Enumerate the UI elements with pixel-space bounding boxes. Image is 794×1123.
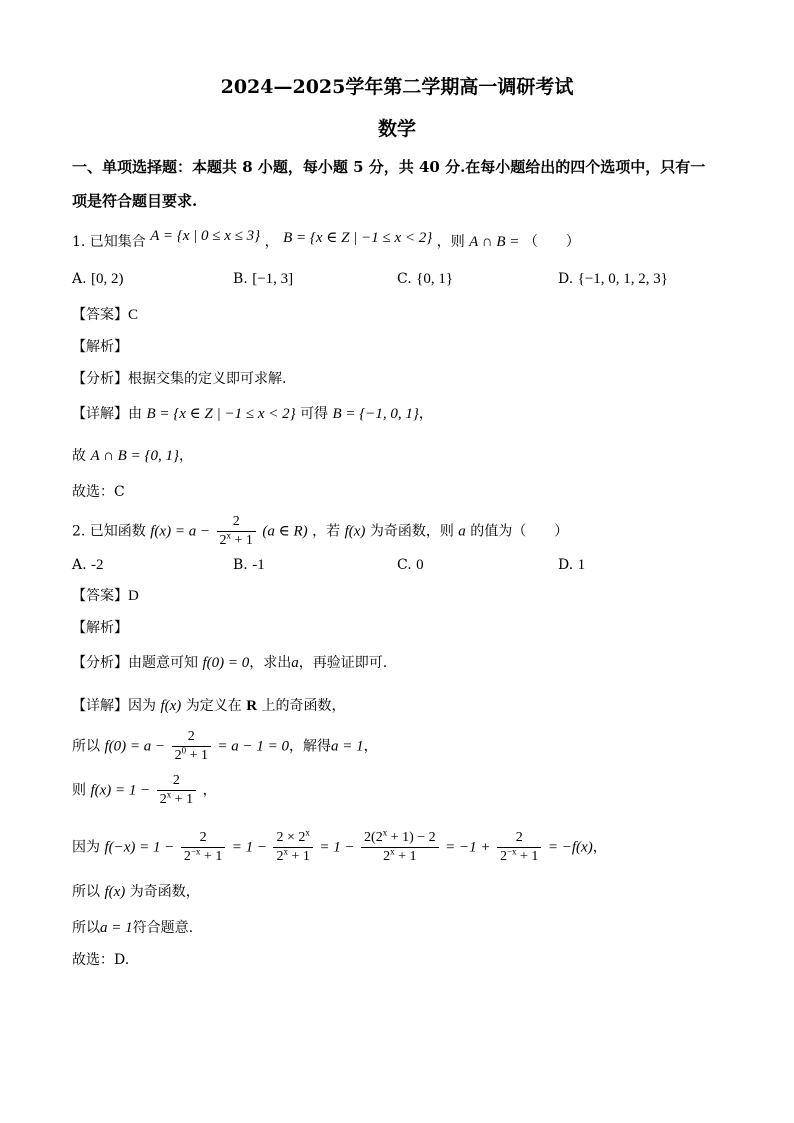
q2-d6-pre: 所以: [72, 920, 100, 936]
q1-detail-post: ，: [418, 406, 433, 422]
q2-d2-mid: ，解得: [289, 738, 332, 755]
q2-option-c-label: C.: [397, 557, 412, 573]
q2-fx2: f(x): [344, 523, 366, 540]
q2-den-base: 2: [219, 533, 227, 548]
q2-fenxi-a: a: [291, 655, 299, 671]
section-heading-line2: 项是符合题目要求.: [72, 192, 198, 210]
q2-d3-post: ，: [202, 782, 217, 799]
q2-d2-f0: f(0) = a −: [104, 738, 166, 755]
q2-d4-f2-den-exp: x: [283, 846, 288, 857]
q2-d4-f3-den: $2^x + 1$: [361, 847, 439, 865]
q1-gu-expr: A ∩ B = {0, 1}: [90, 448, 179, 464]
q2-frac-num: 2: [232, 514, 240, 529]
q2-jiexi: 【解析】: [72, 620, 128, 636]
q2-d6-post: 符合题意.: [132, 920, 194, 936]
q2-answer-value: D: [128, 588, 139, 604]
q2-detail-tag: 【详解】: [72, 698, 128, 714]
q2-odd: 为奇函数，则: [369, 523, 454, 540]
q2-option-c-value: 0: [416, 557, 424, 573]
q2-fenxi-post: ，再验证即可.: [298, 655, 388, 671]
q2-d4-f1-den: $2^{-x} + 1$: [181, 847, 225, 865]
q2-d4-eq5: = −f(x): [547, 839, 593, 856]
q1-option-a-label: A.: [72, 271, 87, 287]
section-heading-line1: 一、单项选择题：本题共 8 小题，每小题 5 分，共 40 分.在每小题给出的四个选项中，只有一: [72, 158, 706, 176]
q2-d3-pre: 则: [72, 782, 86, 799]
q2-option-d-value: 1: [577, 557, 586, 573]
q2-d4-frac1: [181, 830, 225, 865]
q2-d4-f1-den-exp: −x: [190, 846, 201, 857]
q2-prefix: 2. 已知函数: [72, 523, 146, 540]
q2-detail-1: [72, 696, 345, 716]
q2-d4-f3-num: [361, 827, 439, 847]
q2-d4-f3-num-a: 2(2: [364, 830, 383, 845]
q2-d2-pre: 所以: [72, 738, 100, 755]
q2-detail-3: [72, 773, 217, 808]
q1-option-a: [72, 269, 124, 289]
q1-ask-expr: A ∩ B =: [469, 234, 520, 250]
q2-d4-f2-num-exp: x: [305, 827, 310, 838]
q2-d2-num: 2: [187, 729, 195, 744]
q2-d3-den-exp: x: [166, 789, 172, 800]
q1-option-d: [558, 269, 668, 289]
q1-detail-mid: 可得: [300, 406, 329, 422]
q2-frac-den: [217, 531, 256, 549]
q1-fenxi: [72, 369, 286, 389]
q2-detail-2: [72, 729, 378, 764]
q1-fenxi-text: 根据交集的定义即可求解.: [128, 371, 287, 387]
q2-fenxi-pre: 由题意可知: [128, 655, 198, 671]
q1-conclusion: [72, 446, 193, 466]
q2-d1-pre: 因为: [128, 698, 156, 714]
q2-detail-6: [72, 918, 193, 938]
q1-prefix: 1. 已知集合: [72, 234, 146, 250]
q2-option-c: [397, 555, 424, 575]
q1-stem: [72, 228, 580, 252]
q2-fenxi: [72, 653, 387, 673]
q2-den-tail: + 1: [234, 533, 253, 548]
q2-d4-eq2: = 1 −: [231, 839, 268, 856]
q2-d6-expr: a = 1: [100, 920, 133, 936]
q2-d4-f3-num-exp: x: [382, 827, 388, 838]
q1-jiexi: 【解析】: [72, 339, 128, 355]
q2-d4-frac2: [273, 827, 312, 865]
q2-fx: f(x) = a −: [150, 523, 211, 540]
q2-d4-f2-num-base: 2 × 2: [276, 830, 306, 845]
q2-answer: [72, 586, 139, 606]
q2-d4-f2-num: [273, 827, 312, 847]
q1-gu-pre: 故: [72, 448, 86, 464]
q2-a: a: [458, 523, 466, 540]
q1-detail-expr1: B = {x ∈ Z | −1 ≤ x < 2}: [146, 406, 296, 422]
q1-option-b-label: B.: [233, 271, 248, 287]
q2-d4-f3-num-b: + 1) − 2: [390, 830, 436, 845]
q2-d5-pre: 所以: [72, 884, 100, 900]
exam-subject: 数学: [377, 118, 416, 140]
q2-fenxi-expr: f(0) = 0: [202, 655, 250, 671]
q2-option-d: [558, 555, 585, 575]
q2-d4-eq4: = −1 +: [445, 839, 491, 856]
q1-option-d-label: D.: [558, 271, 574, 287]
q2-d4-eq3: = 1 −: [319, 839, 355, 856]
q2-fenxi-tag: 【分析】: [72, 655, 128, 671]
q2-option-b: [233, 555, 265, 575]
q2-d2-post: ，: [363, 738, 378, 755]
q2-d2-den-exp: 0: [181, 745, 187, 756]
q2-d4-f4-den: $2^{-x} + 1$: [497, 847, 541, 865]
q2-d2-fraction: [172, 729, 211, 764]
q2-d4-pre: 因为: [72, 839, 100, 856]
q2-fraction: [217, 514, 256, 549]
q2-d1-fx: f(x): [160, 698, 182, 714]
q2-d4-f1-num: 2: [199, 830, 207, 845]
q2-d4-frac4: [497, 830, 541, 865]
q2-option-b-label: B.: [233, 557, 248, 573]
q2-mid: ，若: [312, 523, 341, 540]
q1-option-c-value: {0, 1}: [416, 271, 454, 287]
q2-d4-f4-num: 2: [515, 830, 523, 845]
q2-d3-expr: f(x) = 1 −: [90, 782, 151, 799]
q2-den-exp: x: [226, 530, 232, 541]
q2-d5-post: 为奇函数，: [129, 884, 200, 900]
q2-answer-tag: 【答案】: [72, 588, 128, 604]
q2-option-a: [72, 555, 104, 575]
q1-ask-post: （ ）: [523, 234, 580, 250]
q2-d4-f3-den-exp: x: [390, 846, 395, 857]
q1-set-b: B = {x ∈ Z | −1 ≤ x < 2}: [283, 230, 433, 246]
q2-d1-mid: 为定义在: [185, 698, 242, 714]
q1-select: 故选：C: [72, 484, 125, 500]
q2-select: 故选：D.: [72, 952, 130, 968]
q1-option-c: [397, 269, 453, 289]
q2-domain: (a ∈ R): [262, 523, 308, 540]
q2-option-d-label: D.: [558, 557, 574, 573]
q1-answer-tag: 【答案】: [72, 307, 128, 323]
q1-option-b-value: [−1, 3]: [252, 271, 294, 287]
q2-fenxi-mid: ，求出: [249, 655, 292, 671]
q2-d4-f4-den-exp: −x: [506, 846, 517, 857]
q1-option-a-value: [0, 2): [91, 271, 124, 287]
q2-option-b-value: -1: [252, 557, 265, 573]
q2-d1-r: R: [246, 698, 258, 714]
q2-d4-frac3: [361, 827, 439, 865]
q2-d2-sol: a = 1: [331, 738, 364, 755]
q1-set-a: A = {x | 0 ≤ x ≤ 3}: [150, 228, 261, 244]
exam-title: 2024—2025学年第二学期高一调研考试: [220, 76, 574, 98]
q1-option-c-label: C.: [397, 271, 412, 287]
q2-option-a-label: A.: [72, 557, 87, 573]
q2-detail-4: [72, 827, 607, 865]
q1-option-b: [233, 269, 293, 289]
q2-d3-fraction: [157, 773, 196, 808]
q2-d3-num: 2: [172, 773, 180, 788]
q1-comma: ，: [264, 234, 279, 250]
q1-detail-pre: 由: [128, 406, 142, 422]
q1-ask-pre: ，则: [436, 234, 465, 250]
q1-detail: [72, 404, 433, 424]
q2-d4-f2-den: $2^x + 1$: [273, 847, 312, 865]
q2-option-a-value: -2: [91, 557, 104, 573]
q2-d3-den: $2^x + 1$: [157, 790, 196, 808]
q2-tail: 的值为（ ）: [470, 523, 569, 540]
q2-detail-5: [72, 882, 200, 902]
q2-d4-lhs: f(−x) = 1 −: [104, 839, 175, 856]
q1-answer-value: C: [128, 307, 139, 323]
q2-d1-post: 上的奇函数，: [261, 698, 346, 714]
q1-gu-post: ，: [178, 448, 193, 464]
q1-fenxi-tag: 【分析】: [72, 371, 128, 387]
q2-d5-fx: f(x): [104, 884, 126, 900]
q2-d4-post: ，: [592, 839, 607, 856]
q1-option-d-value: {−1, 0, 1, 2, 3}: [577, 271, 668, 287]
q1-detail-expr2: B = {−1, 0, 1}: [332, 406, 419, 422]
q2-d2-rest: = a − 1 = 0: [217, 738, 290, 755]
q2-stem: [72, 514, 568, 549]
q1-detail-tag: 【详解】: [72, 406, 128, 422]
q2-d2-den: $2^0 + 1$: [172, 746, 211, 764]
q1-answer: [72, 305, 138, 325]
